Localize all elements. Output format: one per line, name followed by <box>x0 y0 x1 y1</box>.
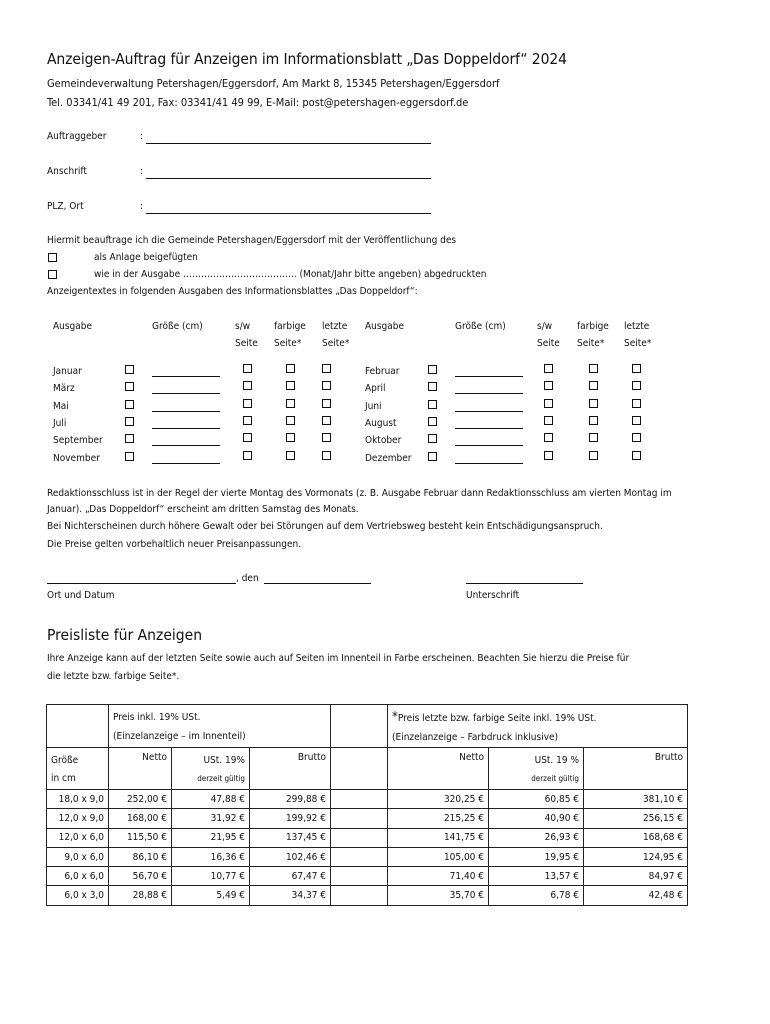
left-group-header <box>109 705 331 748</box>
right-group-subtitle: (Einzelanzeige – Farbdruck inklusive) <box>392 732 559 743</box>
datum-input-line[interactable] <box>264 583 371 584</box>
letzte-checkbox[interactable] <box>632 451 641 460</box>
month-checkbox[interactable] <box>125 434 134 443</box>
price-cell: 320,25 € <box>388 790 489 809</box>
pricelist-title: Preisliste für Anzeigen <box>47 626 203 644</box>
month-checkbox[interactable] <box>125 365 134 374</box>
month-checkbox[interactable] <box>125 400 134 409</box>
price-cell: 102,46 € <box>250 847 331 866</box>
col-header-groesse: Größe (cm) <box>152 321 203 332</box>
month-checkbox[interactable] <box>428 382 437 391</box>
farbig-checkbox[interactable] <box>286 433 295 442</box>
spacer-cell <box>331 828 388 847</box>
col-header-letzte-seite: Seite* <box>624 338 652 349</box>
size-input-line[interactable] <box>455 411 523 412</box>
col-header-sw: s/w <box>537 321 553 332</box>
size-cell: 6,0 x 6,0 <box>47 867 109 886</box>
size-cell: 12,0 x 6,0 <box>47 828 109 847</box>
price-cell: 86,10 € <box>109 847 172 866</box>
month-label: Januar <box>53 366 82 377</box>
pricelist-text-2: die letzte bzw. farbige Seite*. <box>47 671 180 682</box>
sw-checkbox[interactable] <box>544 399 553 408</box>
farbig-checkbox[interactable] <box>589 399 598 408</box>
col-header-groesse: Größe (cm) <box>455 321 506 332</box>
col-header-brutto: Brutto <box>250 748 331 790</box>
price-cell: 168,00 € <box>109 809 172 828</box>
month-label: Mai <box>53 400 69 412</box>
price-cell: 256,15 € <box>584 809 688 828</box>
size-input-line[interactable] <box>455 428 523 429</box>
price-cell: 137,45 € <box>250 828 331 847</box>
col-header-sw-seite: Seite <box>235 338 258 349</box>
sw-checkbox[interactable] <box>243 433 252 442</box>
left-group-subtitle: (Einzelanzeige – im Innenteil) <box>113 731 246 742</box>
farbig-checkbox[interactable] <box>589 381 598 390</box>
price-cell: 105,00 € <box>388 847 489 866</box>
letzte-checkbox[interactable] <box>632 433 641 442</box>
letzte-checkbox[interactable] <box>322 364 331 373</box>
price-cell: 124,95 € <box>584 847 688 866</box>
size-input-line[interactable] <box>455 393 523 394</box>
col-header-farbig: farbige <box>577 321 609 332</box>
farbig-checkbox[interactable] <box>286 451 295 460</box>
col-header-brutto-r: Brutto <box>584 748 688 790</box>
month-checkbox[interactable] <box>428 417 437 426</box>
price-cell: 71,40 € <box>388 867 489 886</box>
col-header-size: Größe in cm <box>47 748 109 790</box>
table-row <box>47 790 688 809</box>
price-cell: 215,25 € <box>388 809 489 828</box>
contact-line: Tel. 03341/41 49 201, Fax: 03341/41 49 99, E-Mail: post@petershagen-eggersdorf.de <box>47 96 469 109</box>
col-header-sw-seite: Seite <box>537 338 560 349</box>
price-cell: 67,47 € <box>250 867 331 886</box>
month-label: November <box>53 452 100 464</box>
month-checkbox[interactable] <box>428 400 437 409</box>
option-anlage-checkbox[interactable] <box>48 253 57 262</box>
price-cell: 141,75 € <box>388 828 489 847</box>
spacer-cell <box>331 867 388 886</box>
right-group-header <box>388 705 688 748</box>
month-label: August <box>365 417 397 429</box>
letzte-checkbox[interactable] <box>632 416 641 425</box>
table-row <box>47 809 688 828</box>
field-separator: : <box>140 201 144 212</box>
field-label-plz-ort: PLZ, Ort <box>47 201 84 212</box>
letzte-checkbox[interactable] <box>632 399 641 408</box>
sw-checkbox[interactable] <box>243 399 252 408</box>
size-cell: 9,0 x 6,0 <box>47 847 109 866</box>
farbig-checkbox[interactable] <box>589 433 598 442</box>
option-ausgabe-label: wie in der Ausgabe ……………………………….. (Monat/Jahr bitte angeben) abgedruckten <box>94 269 487 280</box>
letzte-checkbox[interactable] <box>632 364 641 373</box>
right-group-title: Preis letzte bzw. farbige Seite inkl. 19% USt. <box>397 713 597 724</box>
price-cell: 168,68 € <box>584 828 688 847</box>
spacer-cell <box>331 705 388 748</box>
month-checkbox[interactable] <box>125 452 134 461</box>
ort-datum-label: Ort und Datum <box>47 590 115 601</box>
col-header-ausgabe: Ausgabe <box>53 321 93 332</box>
field-label-anschrift: Anschrift <box>47 166 87 177</box>
price-table <box>46 704 688 906</box>
table-corner <box>47 705 109 748</box>
col-header-sw: s/w <box>235 321 251 332</box>
price-cell: 10,77 € <box>172 867 250 886</box>
col-header-letzte: letzte <box>322 321 348 332</box>
price-cell: 19,95 € <box>489 847 584 866</box>
table-row <box>47 867 688 886</box>
col-header-farbig: farbige <box>274 321 306 332</box>
month-label: Dezember <box>365 452 412 464</box>
col-header-netto: Netto <box>109 748 172 790</box>
farbig-checkbox[interactable] <box>589 416 598 425</box>
spacer-cell <box>331 886 388 905</box>
price-cell: 16,36 € <box>172 847 250 866</box>
note-preise: Die Preise gelten vorbehaltlich neuer Preisanpassungen. <box>47 539 302 550</box>
price-cell: 199,92 € <box>250 809 331 828</box>
sw-checkbox[interactable] <box>243 364 252 373</box>
price-cell: 13,57 € <box>489 867 584 886</box>
size-input-line[interactable] <box>455 445 523 446</box>
letzte-checkbox[interactable] <box>632 381 641 390</box>
col-header-letzte: letzte <box>624 321 650 332</box>
price-cell: 56,70 € <box>109 867 172 886</box>
letzte-checkbox[interactable] <box>322 416 331 425</box>
price-cell: 31,92 € <box>172 809 250 828</box>
note-nichterscheinen: Bei Nichterscheinen durch höhere Gewalt oder bei Störungen auf dem Vertriebsweg besteht kein Entschädigungsanspruch. <box>47 521 603 532</box>
page-title: Anzeigen-Auftrag für Anzeigen im Informationsblatt „Das Doppeldorf“ 2024 <box>47 50 567 68</box>
sw-checkbox[interactable] <box>243 451 252 460</box>
ort-input-line[interactable] <box>47 583 236 584</box>
month-label: März <box>53 383 75 395</box>
price-cell: 84,97 € <box>584 867 688 886</box>
price-cell: 381,10 € <box>584 790 688 809</box>
month-label: Oktober <box>365 435 402 447</box>
price-cell: 35,70 € <box>388 886 489 905</box>
month-label: September <box>53 435 103 447</box>
sw-checkbox[interactable] <box>544 381 553 390</box>
letzte-checkbox[interactable] <box>322 451 331 460</box>
price-cell: 299,88 € <box>250 790 331 809</box>
col-header-netto-r: Netto <box>388 748 489 790</box>
col-header-letzte-seite: Seite* <box>322 338 350 349</box>
field-label-auftraggeber: Auftraggeber <box>47 131 107 142</box>
size-input-line[interactable] <box>152 393 220 394</box>
price-cell: 21,95 € <box>172 828 250 847</box>
plz-ort-input-line[interactable] <box>146 213 431 214</box>
sw-checkbox[interactable] <box>544 433 553 442</box>
month-checkbox[interactable] <box>428 452 437 461</box>
price-cell: 60,85 € <box>489 790 584 809</box>
letzte-checkbox[interactable] <box>322 399 331 408</box>
sw-checkbox[interactable] <box>544 451 553 460</box>
field-separator: : <box>140 131 144 142</box>
price-cell: 252,00 € <box>109 790 172 809</box>
note-erscheinen: Januar). „Das Doppeldorf“ erscheint am dritten Samstag des Monats. <box>47 504 359 515</box>
farbig-checkbox[interactable] <box>286 399 295 408</box>
price-cell: 42,48 € <box>584 886 688 905</box>
field-separator: : <box>140 166 144 177</box>
option-anlage-label: als Anlage beigefügten <box>94 252 198 263</box>
sw-checkbox[interactable] <box>544 364 553 373</box>
anschrift-input-line[interactable] <box>146 178 431 179</box>
price-cell: 5,49 € <box>172 886 250 905</box>
month-label: Februar <box>365 366 400 377</box>
address-line: Gemeindeverwaltung Petershagen/Eggersdorf, Am Markt 8, 15345 Petershagen/Eggersdorf <box>47 77 500 90</box>
size-input-line[interactable] <box>152 376 220 377</box>
farbig-checkbox[interactable] <box>589 364 598 373</box>
col-header-ausgabe: Ausgabe <box>365 321 405 332</box>
farbig-checkbox[interactable] <box>286 416 295 425</box>
price-cell: 28,88 € <box>109 886 172 905</box>
price-cell: 6,78 € <box>489 886 584 905</box>
size-input-line[interactable] <box>152 463 220 464</box>
auftraggeber-input-line[interactable] <box>146 143 431 144</box>
price-cell: 40,90 € <box>489 809 584 828</box>
spacer-cell <box>331 748 388 790</box>
table-row <box>47 847 688 866</box>
price-cell: 47,88 € <box>172 790 250 809</box>
farbig-checkbox[interactable] <box>589 451 598 460</box>
spacer-cell <box>331 809 388 828</box>
size-input-line[interactable] <box>455 463 523 464</box>
spacer-cell <box>331 790 388 809</box>
letzte-checkbox[interactable] <box>322 381 331 390</box>
intro-text-2: Anzeigentextes in folgenden Ausgaben des Informationsblattes „Das Doppeldorf“: <box>47 286 418 297</box>
farbig-checkbox[interactable] <box>286 381 295 390</box>
price-cell: 115,50 € <box>109 828 172 847</box>
col-header-farbig-seite: Seite* <box>274 338 302 349</box>
size-cell: 12,0 x 9,0 <box>47 809 109 828</box>
col-header-farbig-seite: Seite* <box>577 338 605 349</box>
spacer-cell <box>331 847 388 866</box>
size-input-line[interactable] <box>152 445 220 446</box>
star-mark: * <box>392 710 398 725</box>
size-input-line[interactable] <box>455 376 523 377</box>
price-cell: 34,37 € <box>250 886 331 905</box>
col-header-ust-r: USt. 19 % derzeit gültig <box>489 748 584 790</box>
sw-checkbox[interactable] <box>243 416 252 425</box>
unterschrift-input-line[interactable] <box>466 583 583 584</box>
month-checkbox[interactable] <box>125 382 134 391</box>
den-label: , den <box>236 573 259 584</box>
intro-text: Hiermit beauftrage ich die Gemeinde Petershagen/Eggersdorf mit der Veröffentlichung des <box>47 235 457 246</box>
table-row <box>47 828 688 847</box>
farbig-checkbox[interactable] <box>286 364 295 373</box>
size-cell: 18,0 x 9,0 <box>47 790 109 809</box>
letzte-checkbox[interactable] <box>322 433 331 442</box>
size-cell: 6,0 x 3,0 <box>47 886 109 905</box>
month-label: April <box>365 383 386 395</box>
month-checkbox[interactable] <box>125 417 134 426</box>
option-ausgabe-checkbox[interactable] <box>48 270 57 279</box>
month-label: Juli <box>53 417 67 429</box>
size-input-line[interactable] <box>152 428 220 429</box>
month-label: Juni <box>365 400 382 412</box>
col-header-ust: USt. 19% derzeit gültig <box>172 748 250 790</box>
sw-checkbox[interactable] <box>243 381 252 390</box>
price-cell: 26,93 € <box>489 828 584 847</box>
month-checkbox[interactable] <box>428 434 437 443</box>
note-redaktionsschluss: Redaktionsschluss ist in der Regel der vierte Montag des Vormonats (z. B. Ausgabe Februar dann Redaktionsschluss am vierten Montag im <box>47 488 672 499</box>
sw-checkbox[interactable] <box>544 416 553 425</box>
month-checkbox[interactable] <box>428 365 437 374</box>
pricelist-text: Ihre Anzeige kann auf der letzten Seite sowie auch auf Seiten im Innenteil in Farbe erscheinen. Beachten Sie hierzu die Preise für <box>47 653 630 664</box>
table-row <box>47 886 688 905</box>
unterschrift-label: Unterschrift <box>466 590 520 601</box>
size-input-line[interactable] <box>152 411 220 412</box>
left-group-title: Preis inkl. 19% USt. <box>113 712 201 723</box>
